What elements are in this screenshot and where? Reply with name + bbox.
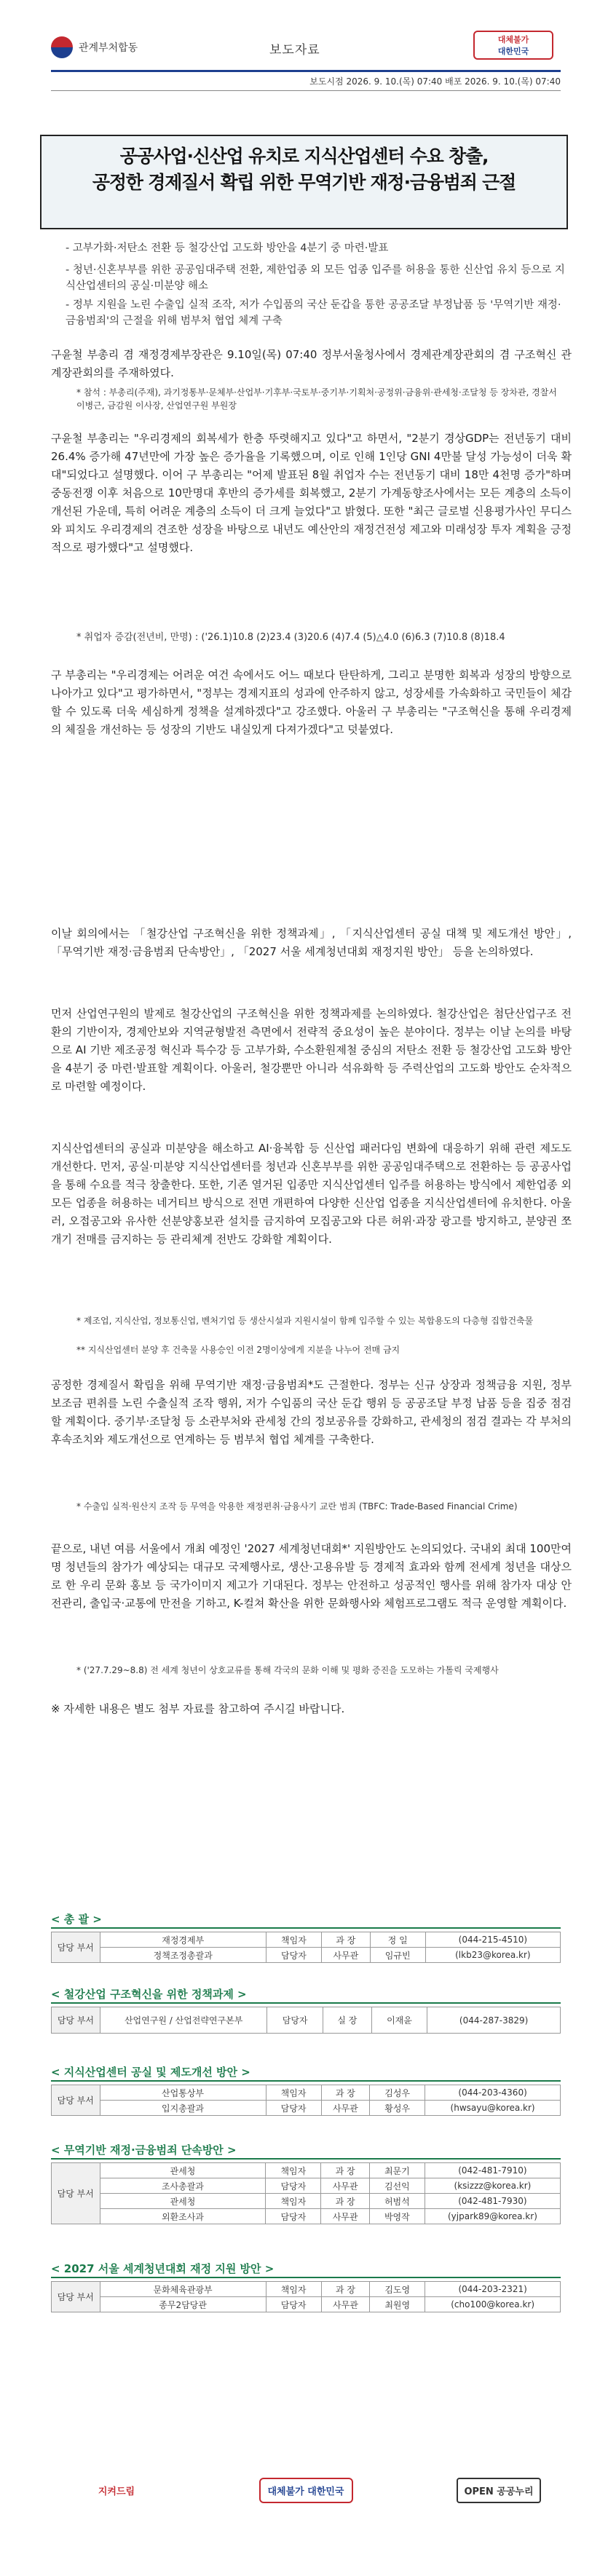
title-box [40,135,568,229]
table-cell: 담당 부서 [52,2282,100,2312]
table-cell: 관세청 [100,2194,266,2209]
table-cell: 담당자 [267,2007,323,2034]
table-row [52,2209,561,2224]
summary-item: - 고부가화·저탄소 전환 등 철강산업 고도화 방안을 4분기 중 마련·발표 [66,242,389,254]
footer-logo-guardian [51,2472,182,2508]
table-row [52,2101,561,2116]
government-logo [51,36,138,58]
table-cell: 김도영 [370,2282,425,2297]
table-cell: 책임자 [266,2163,321,2178]
table-cell: 과 장 [321,2085,370,2101]
footer-logo-brand-text: 대체불가 대한민국 [259,2478,353,2503]
table-cell: (yjpark89@korea.kr) [425,2209,560,2224]
contact-table [51,2085,561,2116]
header [51,29,561,73]
contact-section-title: < 총 괄 > [51,1913,102,1926]
table-cell: 이재윤 [371,2007,427,2034]
table-cell: (044-203-2321) [425,2282,561,2297]
table-cell: 입지총괄과 [100,2101,266,2116]
table-cell: 책임자 [266,2085,321,2101]
footer-logo-guardian-text: 지켜드림 [98,2486,135,2497]
table-cell: (044-287-3829) [427,2007,561,2034]
paragraph: 구윤철 부총리 겸 재정경제부장관은 9.10일(목) 07:40 정부서울청사에서 경제관계장관회의 겸 구조혁신 관계장관회의를 주재하였다. [51,348,572,379]
table-cell: 사무관 [321,2178,370,2194]
table-cell: 사무관 [321,2101,370,2116]
table-cell: 관세청 [100,2163,266,2178]
footer-logo-open-text: OPEN 공공누리 [457,2478,540,2503]
table-row [52,1932,561,1948]
table-cell: 과 장 [321,2282,370,2297]
table-row [52,2178,561,2194]
table-cell: (042-481-7910) [425,2163,560,2178]
release-info: 보도시점 2026. 9. 10.(목) 07:40 배포 2026. 9. 10.(목) 07:40 [309,76,561,87]
table-cell: 담당자 [266,2209,321,2224]
table-cell: (042-481-7930) [425,2194,560,2209]
table-cell: 책임자 [266,2194,321,2209]
brand-logo-top: 대체불가 [497,35,529,44]
attendees-note: * 참석 : 부총리(주재), 과기정통부·문체부·산업부·기후부·국토부·중기부·기획처·공정위·금융위·관세청·조달청 등 장차관, 경찰서 이병근, 금감원 이사장, 산업연구원 부원장 [76,387,557,411]
section-rule [51,2002,561,2004]
table-cell: 황성우 [370,2101,425,2116]
contact-table [51,1932,561,1963]
table-row [52,1948,561,1963]
table-cell: 최원영 [370,2297,425,2312]
contact-table [51,2162,561,2224]
table-cell: 과 장 [321,2163,370,2178]
title-line-1: 공공사업·신산업 유치로 지식산업센터 수요 창출, [119,146,489,167]
section-rule [51,2277,561,2278]
table-cell: 담당 부서 [52,1932,100,1963]
footnote: * 수출입 실적·원산지 조작 등 무역을 악용한 재정편취·금융사기 교란 범죄 (TBFC: Trade-Based Financial Crime) [76,1501,518,1512]
table-cell: 임규빈 [370,1948,425,1963]
footnote: ** 지식산업센터 분양 후 건축물 사용승인 이전 2명이상에게 지분을 나누어 전매 금지 [76,1345,400,1355]
table-cell: (hwsayu@korea.kr) [425,2101,561,2116]
table-row [52,2007,561,2034]
table-cell: 책임자 [266,2282,321,2297]
table-cell: 재정경제부 [100,1932,266,1948]
footnote: * ('27.7.29~8.8) 전 세계 청년이 상호교류를 통해 각국의 문화 이해 및 평화 증진을 도모하는 가톨릭 국제행사 [76,1665,499,1675]
paragraph: 공정한 경제질서 확립을 위해 무역기반 재정·금융범죄*도 근절한다. 정부는 신규 상장과 정책금융 지원, 정부 보조금 편취를 노린 수출실적 조작 행위, 저가 수입품의 국산 둔갑 행위 등 공공조달 부정 납품 등을 집중 점검할 계획이다. 중기부·조달청 등 소관부처와 관세청 간의 정보공유를 강화하고, 관세청의 점검 결과는 각 부처의 후속조치와 제도개선으로 연계하는 등 범부처 협업 체계를 구축한다. [51,1378,572,1446]
paragraph: 끝으로, 내년 여름 서울에서 개최 예정인 '2027 세계청년대회*' 지원방안도 논의되었다. 국내외 최대 100만여명 청년들의 참가가 예상되는 대규모 국제행사로, 생산·고용유발 등 경제적 효과와 함께 전세계 청년을 대상으로 한 우리 문화 홍보 등 국가이미지 제고가 기대된다. 정부는 안전하고 성공적인 행사를 위해 참가자 대상 안전관리, 출입국·교통에 만전을 기하고, K-컬쳐 확산을 위한 문화행사와 체험프로그램도 적극 운영할 계획이다. [51,1542,572,1610]
footer-logo-brand [240,2472,371,2508]
footer-logo-open [451,2472,546,2508]
table-cell: 종무2담당관 [100,2297,266,2312]
table-row [52,2085,561,2101]
table-cell: 담당 부서 [52,2163,100,2224]
table-cell: (cho100@korea.kr) [425,2297,561,2312]
contact-section-title: < 지식산업센터 공실 및 제도개선 방안 > [51,2066,250,2079]
table-cell: 실 장 [323,2007,371,2034]
title-line-2: 공정한 경제질서 확립 위한 무역기반 재정·금융범죄 근절 [92,172,516,193]
header-rule [51,70,561,72]
table-cell: (044-203-4360) [425,2085,561,2101]
press-label: 보도자료 [269,43,320,58]
table-cell: 산업연구원 / 산업전략연구본부 [100,2007,267,2034]
contact-table [51,2281,561,2312]
table-cell: 외환조사과 [100,2209,266,2224]
table-cell: (044-215-4510) [425,1932,560,1948]
table-cell: 담당자 [266,2101,321,2116]
table-cell: 담당 부서 [52,2085,100,2116]
section-rule [51,2080,561,2082]
table-cell: 과 장 [321,2194,370,2209]
table-row [52,2194,561,2209]
table-cell: 산업통상부 [100,2085,266,2101]
table-row [52,2297,561,2312]
table-cell: (ksizzz@korea.kr) [425,2178,560,2194]
table-cell: 과 장 [321,1932,370,1948]
table-cell: 사무관 [321,2209,370,2224]
contact-section-title: < 무역기반 재정·금융범죄 단속방안 > [51,2144,237,2157]
table-cell: 담당자 [266,2297,321,2312]
table-cell: 정책조정총괄과 [100,1948,266,1963]
table-cell: 조사총괄과 [100,2178,266,2194]
summary-item: - 정부 지원을 노린 수출입 실적 조작, 저가 수입품의 국산 둔갑을 통한 공공조달 부정납품 등 '무역기반 재정·금융범죄'의 근절을 위해 범부처 협업 체계 구축 [66,299,561,327]
table-cell: 담당 부서 [52,2007,100,2034]
section-rule [51,2158,561,2160]
table-cell: 김성우 [370,2085,425,2101]
table-cell: (lkb23@korea.kr) [425,1948,560,1963]
table-cell: 담당자 [266,2178,321,2194]
paragraph: 지식산업센터의 공실과 미분양을 해소하고 AI·융복합 등 신산업 패러다임 변화에 대응하기 위해 관련 제도도 개선한다. 먼저, 공실·미분양 지식산업센터를 청년과 신혼부부를 위한 공공임대주택으로 전환하는 등 공공사업을 통해 수요를 적극 창출한다. 또한, 기존 열거된 입종만 지식산업센터 입주를 허용하는 방식에서 제한업종 외 모든 업종을 허용하는 네거티브 방식으로 전면 개편하여 다양한 신산업 업종을 지식산업센터에 유치한다. 아울러, 오접공고와 유사한 선분양홍보관 설치를 금지하여 모집공고와 다른 허위·과장 광고를 방지하고, 분양권 쪼개기 전매를 금지하는 등 관리체계 전반도 강화할 계획이다. [51,1142,572,1246]
table-cell: 최문기 [369,2163,425,2178]
brand-logo-bottom: 대한민국 [497,47,529,56]
paragraph: 먼저 산업연구원의 발제로 철강산업의 구조혁신을 위한 정책과제를 논의하였다. 철강산업은 첨단산업구조 전환의 기반이자, 경제안보와 지역균형발전 측면에서 전략적 중요성이 높은 분야이다. 정부는 이날 논의를 바탕으로 AI 기반 제조공정 혁신과 특수강 등 고부가화, 수소환원제철 중심의 저탄소 전환 등 철강산업 고도화 방안을 4분기 중 마련·발표할 계획이다. 아울러, 철강뿐만 아니라 석유화학 등 주력산업의 고도화 방안도 순차적으로 마련할 예정이다. [51,1007,572,1093]
gov-name: 관계부처합동 [79,42,138,54]
table-cell: 허범석 [369,2194,425,2209]
contact-section-title: < 2027 서울 세계청년대회 재정 지원 방안 > [51,2262,275,2275]
table-cell: 문화체육관광부 [100,2282,266,2297]
table-cell: 김선익 [369,2178,425,2194]
footnote: * 제조업, 지식산업, 정보통신업, 벤처기업 등 생산시설과 지원시설이 함께 입주할 수 있는 복합용도의 다층형 집합건축물 [76,1316,534,1326]
table-cell: 박영작 [369,2209,425,2224]
header-divider [51,90,561,91]
paragraph: 이날 회의에서는 「철강산업 구조혁신을 위한 정책과제」, 「지식산업센터 공실 대책 및 제도개선 방안」, 「무역기반 재정·금융범죄 단속방안」, 「2027 서울 세계청년대회 재정지원 방안」 등을 논의하였다. [51,927,572,958]
contact-table [51,2007,561,2034]
table-cell: 정 일 [370,1932,425,1948]
section-rule [51,1927,561,1929]
brand-logo [473,31,553,60]
closing-note: ※ 자세한 내용은 별도 첨부 자료를 참고하여 주시길 바랍니다. [51,1702,345,1715]
paragraph: 구 부총리는 "우리경제는 어려운 여건 속에서도 어느 때보다 탄탄하게, 그리고 분명한 회복과 성장의 방향으로 나아가고 있다"고 평가하면서, "정부는 경제지표의 성과에 안주하지 않고, 성장세를 가속화하고 국민들이 체감할 수 있도록 더욱 세심하게 정책을 설계하겠다"고 강조했다. 아울러 구 부총리는 "구조혁신을 통해 우리경제의 체질을 개선하는 등 성장의 기반도 내실있게 다져가겠다"고 덧붙였다. [51,668,572,736]
table-row [52,2163,561,2178]
table-cell: 담당자 [266,1948,321,1963]
table-cell: 책임자 [266,1932,321,1948]
employment-note: * 취업자 증감(전년비, 만명) : ('26.1)10.8 (2)23.4 (3)20.6 (4)7.4 (5)△4.0 (6)6.3 (7)10.8 (8)18.4 [76,632,505,643]
table-row [52,2282,561,2297]
summary-item: - 청년·신혼부부를 위한 공공임대주택 전환, 제한업종 외 모든 업종 입주를 허용을 통한 신산업 유치 등으로 지식산업센터의 공실·미분양 해소 [66,264,565,292]
table-cell: 사무관 [321,1948,370,1963]
contact-section-title: < 철강산업 구조혁신을 위한 정책과제 > [51,1988,247,2001]
paragraph: 구윤철 부총리는 "우리경제의 회복세가 한층 뚜렷해지고 있다"고 하면서, "2분기 경상GDP는 전년동기 대비 26.4% 증가해 47년만에 가장 높은 증가율을 기록했으며, 이로 인해 1인당 GNI 4만불 달성 가능성이 더욱 확대"되었다고 설명했다. 이어 구 부총리는 "어제 발표된 8월 취업자 수는 전년동기 대비 18만 4천명 증가"하며 중동전쟁 이후 처음으로 10만명대 후반의 증가세를 회복했고, 2분기 가계동향조사에서는 모든 계층의 소득이 개선된 가운데, 특히 어려운 계층의 소득이 더 크게 늘었다"고 밝혔다. 또한 "최근 글로벌 신용평가사인 무디스와 피치도 우리경제의 견조한 성장을 바탕으로 내년도 예산안의 재정건전성 제고와 미래성장 투자 계획을 긍정적으로 평가했다"고 설명했다. [51,432,572,554]
table-cell: 사무관 [321,2297,370,2312]
taegeuk-icon [51,36,73,58]
